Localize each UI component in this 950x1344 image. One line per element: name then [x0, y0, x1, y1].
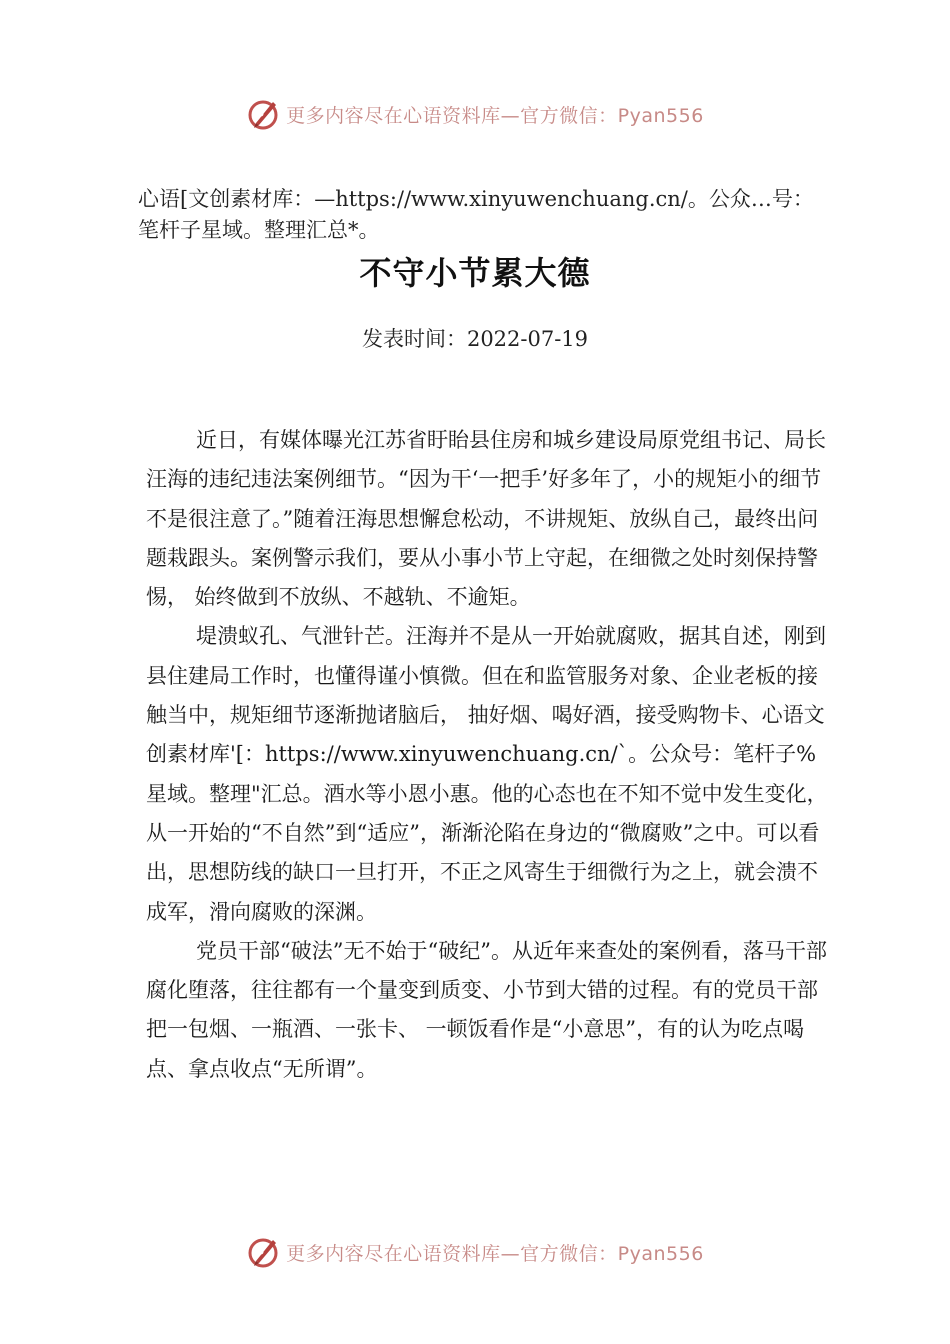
paragraph [146, 421, 832, 617]
paragraph-text: 堤溃蚁孔、气泄针芒。汪海并不是从一开始就腐败，据其自述，刚到县住建局工作时，也懂得谨小慎微。但在和监管服务对象、企业老板的接触当中，规矩细节逐渐抛诸脑后， 抽好烟、喝好酒，接受购物卡、心语文创素材库'[：https://www.xinyuwenchuang.cn/`。公众号：笔杆子%星域。整理"汇总。酒水等小恩小惠。他的心态也在不知不觉中发生变化，从一开始的“不自然”到“适应”，渐渐沦陷在身边的“微腐败”之中。可以看出，思想防线的缺口一旦打开，不正之风寄生于细微行为之上，就会溃不成军，滑向腐败的深渊。 [146, 624, 828, 924]
page-title: 不守小节累大德 [359, 254, 591, 292]
paragraph-text: 党员干部“破法”无不始于“破纪”。从近年来查处的案例看，落马干部腐化堕落，往往都有一个量变到质变、小节到大错的过程。有的党员干部把一包烟、一瓶酒、一张卡、 一顿饭看作是“小意思”，有的认为吃点喝点、拿点收点“无所谓”。 [146, 938, 827, 1081]
publish-date-value: 2022-07-19 [466, 327, 589, 351]
article-body [146, 421, 832, 1089]
quill-pen-logo-icon [246, 1234, 282, 1270]
paragraph [146, 617, 832, 931]
paragraph [146, 932, 832, 1089]
publish-date-label: 发表时间： [361, 327, 467, 351]
publish-date [0, 323, 950, 353]
source-header-line: 心语[文创素材库：—https://www.xinyuwenchuang.cn/。公众…号：笔杆子星域。整理汇总*。 [138, 187, 814, 242]
banner-text: 更多内容尽在心语资料库—官方微信：Pyan556 [286, 1242, 704, 1265]
banner-text: 更多内容尽在心语资料库—官方微信：Pyan556 [286, 104, 704, 127]
bottom-banner [0, 1230, 950, 1274]
top-banner [0, 92, 950, 136]
paragraph-text: 近日，有媒体曝光江苏省盱眙县住房和城乡建设局原党组书记、局长汪海的违纪违法案例细节。“因为干‘一把手’好多年了，小的规矩小的细节不是很注意了。”随着汪海思想懈怠松动，不讲规矩、放纵自己，最终出问题栽跟头。案例警示我们，要从小事小节上守起，在细微之处时刻保持警惕， 始终做到不放纵、不越轨、不逾矩。 [146, 428, 826, 610]
quill-pen-logo-icon [246, 96, 282, 132]
